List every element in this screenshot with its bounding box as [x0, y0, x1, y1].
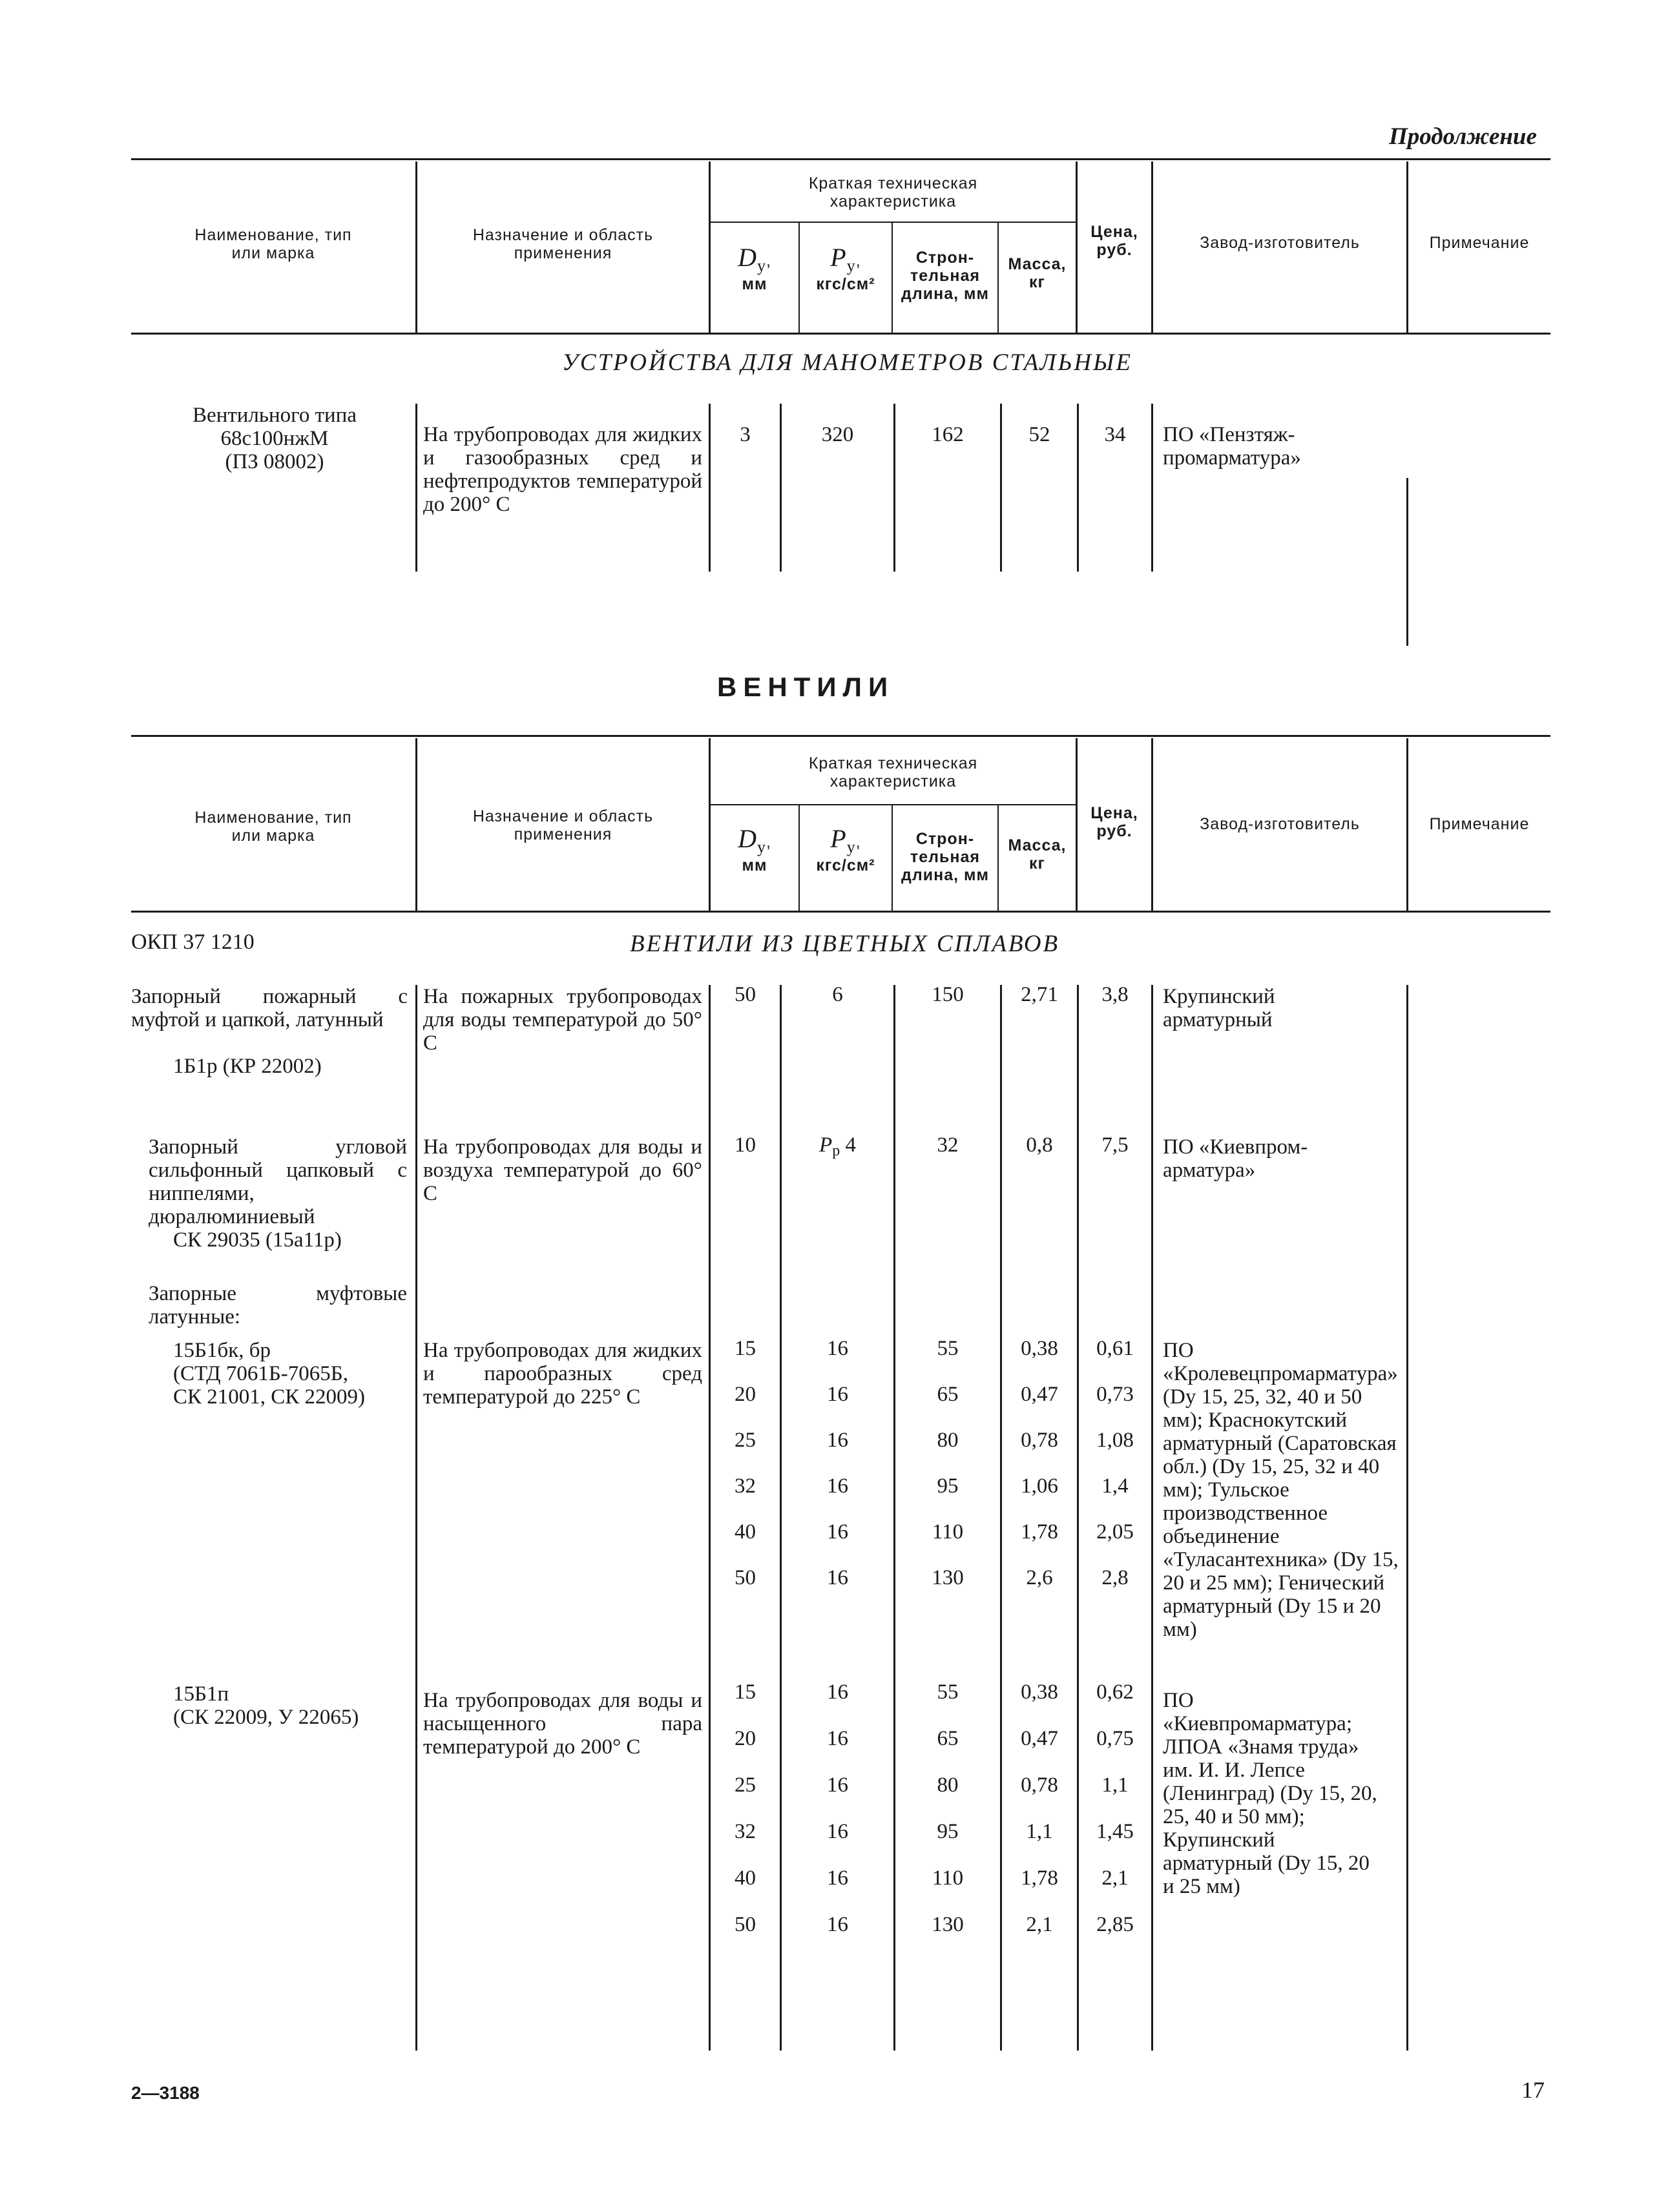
- header2-name: Наименование, тип или марка: [194, 809, 352, 845]
- item2-name: Запорный угловой сильфонный цапковый с ниппелями, дюралюминиевый: [149, 1135, 407, 1228]
- group3-dy: 32: [735, 1474, 756, 1498]
- group4-dy: 15: [735, 1680, 756, 1704]
- item2-mass: 0,8: [1026, 1133, 1053, 1157]
- group4-maker: ПО «Киевпромарматура; ЛПОА «Знамя труда» им. И. И. Лепсе (Ленинград) (Dу 15, 20, 25, 40 и 50 мм); Крупинский арматурный (Dу 15, 20 и 25 мм): [1163, 1689, 1377, 1898]
- group3-length: 65: [937, 1383, 959, 1406]
- group4-dy: 20: [735, 1727, 756, 1750]
- page-number: 17: [1521, 2077, 1545, 2103]
- group4-price: 2,1: [1101, 1866, 1129, 1890]
- group4-dy: 50: [735, 1913, 756, 1936]
- group4-mass: 1,78: [1021, 1866, 1058, 1890]
- group3-dy: 25: [735, 1429, 756, 1452]
- group4-dy: 40: [735, 1866, 756, 1890]
- group4-py: 16: [827, 1773, 848, 1797]
- group4-price: 0,75: [1096, 1727, 1134, 1750]
- s1-dy: 3: [740, 423, 751, 446]
- s1-name: Вентильного типа 68с100нжМ (ПЗ 08002): [193, 404, 357, 473]
- section2-title: ВЕНТИЛИ: [717, 672, 895, 702]
- header2-note: Примечание: [1429, 815, 1530, 833]
- group3-dy: 15: [735, 1337, 756, 1360]
- group3-price: 2,8: [1101, 1566, 1129, 1589]
- group4-price: 2,85: [1096, 1913, 1134, 1936]
- item2-maker: ПО «Киевпром-арматура»: [1163, 1135, 1308, 1182]
- group3-price: 0,61: [1096, 1337, 1134, 1360]
- header-tech: Краткая техническая характеристика: [808, 174, 978, 211]
- header-purpose: Назначение и область применения: [472, 226, 654, 262]
- group3-py: 16: [827, 1520, 848, 1544]
- item1-length: 150: [932, 983, 964, 1006]
- section1-title: УСТРОЙСТВА ДЛЯ МАНОМЕТРОВ СТАЛЬНЫЕ: [562, 349, 1132, 376]
- s1-price: 34: [1104, 423, 1126, 446]
- group4-length: 110: [932, 1866, 964, 1890]
- s1-purpose: На трубопроводах для жидких и газообразных сред и нефтепродуктов температурой до 200° С: [423, 423, 702, 516]
- group4-py: 16: [827, 1820, 848, 1843]
- group3-length: 80: [937, 1429, 959, 1452]
- group4-length: 95: [937, 1820, 959, 1843]
- s1-mass: 52: [1028, 423, 1050, 446]
- group4-length: 130: [932, 1913, 964, 1936]
- group3-mass: 1,78: [1021, 1520, 1058, 1544]
- header2-dy: Dу, мм: [738, 824, 771, 874]
- header-price: Цена, руб.: [1090, 223, 1138, 259]
- s1-py: 320: [821, 423, 854, 446]
- group3-length: 130: [932, 1566, 964, 1589]
- item1-mass: 2,71: [1021, 983, 1058, 1006]
- header-name: Наименование, тип или марка: [194, 226, 352, 262]
- group3-py: 16: [827, 1566, 848, 1589]
- group3-price: 0,73: [1096, 1383, 1134, 1406]
- group3-py: 16: [827, 1429, 848, 1452]
- group3-dy: 50: [735, 1566, 756, 1589]
- group4-mass: 0,78: [1021, 1773, 1058, 1797]
- group3-mass: 1,06: [1021, 1474, 1058, 1498]
- okp-code: ОКП 37 1210: [131, 930, 255, 954]
- group4-py: 16: [827, 1913, 848, 1936]
- header2-maker: Завод-изготовитель: [1200, 815, 1360, 833]
- item1-py: 6: [832, 983, 843, 1006]
- group3-py: 16: [827, 1337, 848, 1360]
- header2-py: Pу, кгс/см²: [816, 824, 875, 874]
- header-note: Примечание: [1429, 234, 1530, 252]
- group4-name: 15Б1п (СК 22009, У 22065): [173, 1682, 359, 1729]
- group3-maker: ПО «Кролевецпромарматура» (Dу 15, 25, 32, 40 и 50 мм); Краснокутский арматурный (Саратовская обл.) (Dу 15, 25, 32 и 40 мм); Тульское производственное объединение «Туласантехника» (Dу 15, 20 и 25 мм); Генический арматурный (Dу 15 и 20 мм): [1163, 1339, 1399, 1641]
- header2-mass: Масса, кг: [1008, 836, 1067, 873]
- group4-mass: 1,1: [1026, 1820, 1053, 1843]
- header-dy: Dу, мм: [738, 243, 771, 293]
- header2-length: Строн- тельная длина, мм: [901, 830, 989, 884]
- group4-price: 1,45: [1096, 1820, 1134, 1843]
- group4-price: 0,62: [1096, 1680, 1134, 1704]
- item2-py: Pр 4: [819, 1133, 856, 1159]
- group4-length: 80: [937, 1773, 959, 1797]
- item1-dy: 50: [735, 983, 756, 1006]
- group4-py: 16: [827, 1727, 848, 1750]
- group4-py: 16: [827, 1866, 848, 1890]
- item1-price: 3,8: [1101, 983, 1129, 1006]
- group4-mass: 0,47: [1021, 1727, 1058, 1750]
- group3-mass: 2,6: [1026, 1566, 1053, 1589]
- item2-price: 7,5: [1101, 1133, 1129, 1157]
- header2-price: Цена, руб.: [1090, 804, 1138, 840]
- group3-mass: 0,78: [1021, 1429, 1058, 1452]
- item1-code: 1Б1р (КР 22002): [173, 1055, 322, 1078]
- group3-mass: 0,47: [1021, 1383, 1058, 1406]
- group3-mass: 0,38: [1021, 1337, 1058, 1360]
- section2-subtitle: ВЕНТИЛИ ИЗ ЦВЕТНЫХ СПЛАВОВ: [630, 931, 1060, 957]
- group4-mass: 0,38: [1021, 1680, 1058, 1704]
- group3-price: 1,4: [1101, 1474, 1129, 1498]
- header-mass: Масса, кг: [1008, 255, 1067, 291]
- item1-name: Запорный пожарный с муфтой и цапкой, латунный: [131, 985, 408, 1031]
- group4-mass: 2,1: [1026, 1913, 1053, 1936]
- group3-purpose: На трубопроводах для жидких и парообразных сред температурой до 225° С: [423, 1339, 702, 1409]
- item2-purpose: На трубопроводах для воды и воздуха температурой до 60° С: [423, 1135, 702, 1205]
- group3-name: 15Б1бк, бр (СТД 7061Б-7065Б, СК 21001, СК 22009): [173, 1339, 366, 1409]
- group3-heading: Запорные муфтовые латунные:: [149, 1282, 407, 1328]
- item2-dy: 10: [735, 1133, 756, 1157]
- group3-length: 110: [932, 1520, 964, 1544]
- header-length: Строн- тельная длина, мм: [901, 249, 989, 303]
- group3-price: 2,05: [1096, 1520, 1134, 1544]
- item1-maker: Крупинский арматурный: [1163, 985, 1275, 1031]
- group4-price: 1,1: [1101, 1773, 1129, 1797]
- header2-tech: Краткая техническая характеристика: [808, 754, 978, 791]
- footer-code: 2—3188: [131, 2083, 200, 2103]
- s1-length: 162: [932, 423, 964, 446]
- item1-purpose: На пожарных трубопроводах для воды температурой до 50° С: [423, 985, 702, 1055]
- header-py: Pу, кгс/см²: [816, 243, 875, 293]
- s1-maker: ПО «Пензтяж- промарматура»: [1163, 423, 1301, 470]
- group4-dy: 25: [735, 1773, 756, 1797]
- group3-length: 55: [937, 1337, 959, 1360]
- group3-dy: 20: [735, 1383, 756, 1406]
- continuation-label: Продолжение: [1389, 123, 1537, 150]
- group4-length: 55: [937, 1680, 959, 1704]
- group3-price: 1,08: [1096, 1429, 1134, 1452]
- group3-py: 16: [827, 1383, 848, 1406]
- group4-purpose: На трубопроводах для воды и насыщенного пара температурой до 200° С: [423, 1689, 702, 1759]
- item2-code: СК 29035 (15а11р): [173, 1228, 342, 1252]
- group3-dy: 40: [735, 1520, 756, 1544]
- group4-py: 16: [827, 1680, 848, 1704]
- header2-purpose: Назначение и область применения: [472, 807, 654, 843]
- header-maker: Завод-изготовитель: [1200, 234, 1360, 252]
- group3-length: 95: [937, 1474, 959, 1498]
- group4-length: 65: [937, 1727, 959, 1750]
- group3-py: 16: [827, 1474, 848, 1498]
- item2-length: 32: [937, 1133, 959, 1157]
- group4-dy: 32: [735, 1820, 756, 1843]
